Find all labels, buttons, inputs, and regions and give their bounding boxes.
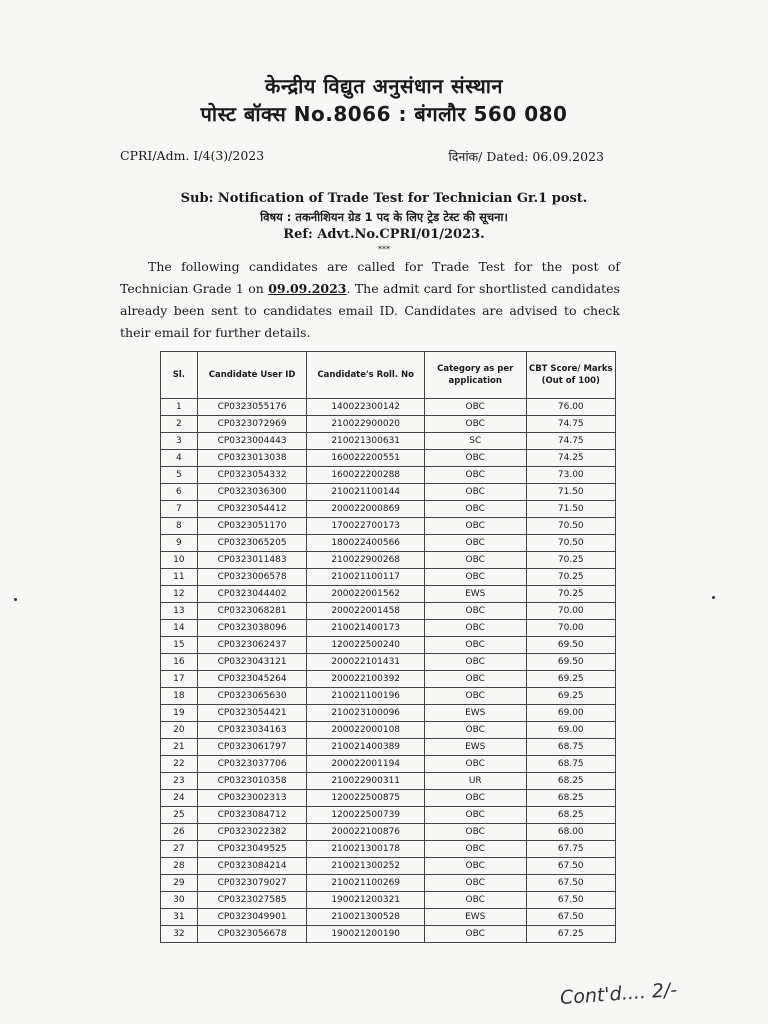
cell-category: OBC — [424, 926, 526, 943]
cell-user-id: CP0323022382 — [197, 824, 307, 841]
cell-sl: 10 — [161, 552, 198, 569]
cell-category: OBC — [424, 637, 526, 654]
continued-note: Cont'd.... 2/- — [559, 978, 678, 1010]
cell-category: OBC — [424, 450, 526, 467]
cell-user-id: CP0323049525 — [197, 841, 307, 858]
cell-user-id: CP0323084214 — [197, 858, 307, 875]
body-text-end: . The admit card for shortlisted candidates already been sent to candidates email ID. Candidates are advised to check their email for further details. — [120, 281, 620, 340]
cell-category: OBC — [424, 824, 526, 841]
table-row — [161, 909, 616, 926]
cell-category: OBC — [424, 467, 526, 484]
cell-category: OBC — [424, 620, 526, 637]
table-row — [161, 569, 616, 586]
cell-roll-no: 210021100196 — [307, 688, 425, 705]
cell-roll-no: 160022200551 — [307, 450, 425, 467]
cell-sl: 16 — [161, 654, 198, 671]
cell-user-id: CP0323054412 — [197, 501, 307, 518]
table-row — [161, 892, 616, 909]
cell-score: 70.00 — [526, 603, 615, 620]
cell-score: 70.25 — [526, 586, 615, 603]
table-row — [161, 620, 616, 637]
notice-body — [120, 256, 620, 344]
cell-score: 70.25 — [526, 569, 615, 586]
cell-user-id: CP0323044402 — [197, 586, 307, 603]
cell-sl: 4 — [161, 450, 198, 467]
header-user-id: Candidate User ID — [197, 352, 307, 399]
cell-category: OBC — [424, 501, 526, 518]
table-row — [161, 450, 616, 467]
institute-name-hindi: केन्द्रीय विद्युत अनुसंधान संस्थान — [264, 74, 504, 98]
cell-roll-no: 180022400566 — [307, 535, 425, 552]
cell-category: UR — [424, 773, 526, 790]
cell-score: 67.50 — [526, 875, 615, 892]
table-row — [161, 654, 616, 671]
cell-score: 74.75 — [526, 416, 615, 433]
cell-category: OBC — [424, 722, 526, 739]
cell-score: 67.50 — [526, 892, 615, 909]
cell-user-id: CP0323010358 — [197, 773, 307, 790]
cell-sl: 13 — [161, 603, 198, 620]
cell-roll-no: 200022101431 — [307, 654, 425, 671]
cell-user-id: CP0323056678 — [197, 926, 307, 943]
cell-user-id: CP0323038096 — [197, 620, 307, 637]
cell-score: 67.25 — [526, 926, 615, 943]
table-row — [161, 688, 616, 705]
cell-sl: 2 — [161, 416, 198, 433]
cell-roll-no: 160022200288 — [307, 467, 425, 484]
cell-score: 67.50 — [526, 909, 615, 926]
cell-category: OBC — [424, 518, 526, 535]
cell-score: 69.00 — [526, 722, 615, 739]
cell-roll-no: 210023100096 — [307, 705, 425, 722]
cell-sl: 20 — [161, 722, 198, 739]
cell-user-id: CP0323061797 — [197, 739, 307, 756]
cell-user-id: CP0323051170 — [197, 518, 307, 535]
cell-sl: 31 — [161, 909, 198, 926]
cell-score: 68.25 — [526, 773, 615, 790]
cell-user-id: CP0323013038 — [197, 450, 307, 467]
cell-sl: 30 — [161, 892, 198, 909]
cell-roll-no: 210021300252 — [307, 858, 425, 875]
header-roll-no: Candidate's Roll. No — [307, 352, 425, 399]
cell-user-id: CP0323027585 — [197, 892, 307, 909]
table-row — [161, 705, 616, 722]
table-row — [161, 671, 616, 688]
cell-sl: 29 — [161, 875, 198, 892]
cell-category: EWS — [424, 705, 526, 722]
cell-score: 76.00 — [526, 399, 615, 416]
cell-roll-no: 200022001458 — [307, 603, 425, 620]
header-sl: Sl. — [161, 352, 198, 399]
cell-sl: 25 — [161, 807, 198, 824]
cell-score: 70.50 — [526, 518, 615, 535]
cell-score: 74.75 — [526, 433, 615, 450]
cell-roll-no: 200022000869 — [307, 501, 425, 518]
cell-user-id: CP0323054332 — [197, 467, 307, 484]
cell-category: OBC — [424, 875, 526, 892]
cell-score: 68.25 — [526, 790, 615, 807]
reference-line — [120, 148, 604, 165]
table-row — [161, 535, 616, 552]
cell-user-id: CP0323054421 — [197, 705, 307, 722]
scan-speck — [712, 596, 715, 599]
cell-category: OBC — [424, 654, 526, 671]
cell-sl: 7 — [161, 501, 198, 518]
cell-sl: 32 — [161, 926, 198, 943]
cell-category: EWS — [424, 586, 526, 603]
cell-category: OBC — [424, 807, 526, 824]
subject-hindi: विषय : तकनीशियन ग्रेड 1 पद के लिए ट्रेड टेस्ट की सूचना। — [260, 210, 508, 224]
separator: *** — [378, 245, 390, 254]
cell-roll-no: 200022000108 — [307, 722, 425, 739]
cell-sl: 3 — [161, 433, 198, 450]
cell-roll-no: 190021200321 — [307, 892, 425, 909]
cell-category: OBC — [424, 756, 526, 773]
header-score: CBT Score/ Marks (Out of 100) — [526, 352, 615, 399]
cell-score: 68.00 — [526, 824, 615, 841]
cell-roll-no: 140022300142 — [307, 399, 425, 416]
advertisement-reference: Ref: Advt.No.CPRI/01/2023. — [283, 227, 485, 242]
trade-test-date: 09.09.2023 — [268, 281, 347, 296]
cell-user-id: CP0323011483 — [197, 552, 307, 569]
cell-user-id: CP0323036300 — [197, 484, 307, 501]
table-row — [161, 756, 616, 773]
table-row — [161, 637, 616, 654]
cell-category: EWS — [424, 739, 526, 756]
cell-score: 69.25 — [526, 671, 615, 688]
cell-sl: 12 — [161, 586, 198, 603]
file-number: CPRI/Adm. I/4(3)/2023 — [120, 148, 265, 163]
cell-roll-no: 210022900020 — [307, 416, 425, 433]
cell-sl: 19 — [161, 705, 198, 722]
table-row — [161, 824, 616, 841]
cell-sl: 26 — [161, 824, 198, 841]
cell-roll-no: 200022001194 — [307, 756, 425, 773]
cell-sl: 24 — [161, 790, 198, 807]
cell-score: 69.50 — [526, 654, 615, 671]
table-row — [161, 875, 616, 892]
cell-sl: 15 — [161, 637, 198, 654]
table-row — [161, 586, 616, 603]
cell-user-id: CP0323065205 — [197, 535, 307, 552]
cell-score: 68.25 — [526, 807, 615, 824]
scan-speck — [14, 598, 17, 601]
cell-roll-no: 210021400173 — [307, 620, 425, 637]
table-row — [161, 399, 616, 416]
table-row — [161, 807, 616, 824]
cell-category: OBC — [424, 892, 526, 909]
cell-user-id: CP0323084712 — [197, 807, 307, 824]
cell-score: 69.00 — [526, 705, 615, 722]
cell-score: 67.75 — [526, 841, 615, 858]
cell-score: 71.50 — [526, 484, 615, 501]
cell-category: OBC — [424, 688, 526, 705]
cell-user-id: CP0323055176 — [197, 399, 307, 416]
cell-user-id: CP0323037706 — [197, 756, 307, 773]
cell-category: OBC — [424, 858, 526, 875]
table-row — [161, 722, 616, 739]
cell-sl: 5 — [161, 467, 198, 484]
cell-roll-no: 210021300528 — [307, 909, 425, 926]
cell-user-id: CP0323043121 — [197, 654, 307, 671]
cell-score: 68.75 — [526, 756, 615, 773]
cell-score: 70.25 — [526, 552, 615, 569]
cell-sl: 18 — [161, 688, 198, 705]
cell-user-id: CP0323004443 — [197, 433, 307, 450]
cell-score: 70.50 — [526, 535, 615, 552]
cell-roll-no: 120022500240 — [307, 637, 425, 654]
cell-roll-no: 120022500875 — [307, 790, 425, 807]
cell-sl: 28 — [161, 858, 198, 875]
table-row — [161, 552, 616, 569]
cell-category: OBC — [424, 790, 526, 807]
cell-user-id: CP0323072969 — [197, 416, 307, 433]
cell-roll-no: 120022500739 — [307, 807, 425, 824]
cell-sl: 22 — [161, 756, 198, 773]
table-row — [161, 433, 616, 450]
cell-category: OBC — [424, 671, 526, 688]
cell-sl: 1 — [161, 399, 198, 416]
table-row — [161, 841, 616, 858]
table-row — [161, 484, 616, 501]
cell-roll-no: 210021300178 — [307, 841, 425, 858]
institute-address: पोस्ट बॉक्स No.8066 : बंगलौर 560 080 — [200, 102, 568, 126]
cell-sl: 14 — [161, 620, 198, 637]
table-row — [161, 501, 616, 518]
cell-score: 67.50 — [526, 858, 615, 875]
cell-roll-no: 210021300631 — [307, 433, 425, 450]
cell-user-id: CP0323065630 — [197, 688, 307, 705]
table-row — [161, 603, 616, 620]
body-text-start: The following candidates are called for Trade Test for the post of Technician Grade 1 on — [120, 259, 620, 296]
cell-roll-no: 170022700173 — [307, 518, 425, 535]
cell-user-id: CP0323049901 — [197, 909, 307, 926]
cell-user-id: CP0323068281 — [197, 603, 307, 620]
cell-roll-no: 210021400389 — [307, 739, 425, 756]
cell-category: OBC — [424, 399, 526, 416]
cell-user-id: CP0323045264 — [197, 671, 307, 688]
cell-user-id: CP0323079027 — [197, 875, 307, 892]
cell-category: OBC — [424, 603, 526, 620]
table-row — [161, 790, 616, 807]
cell-roll-no: 210021100269 — [307, 875, 425, 892]
cell-category: OBC — [424, 416, 526, 433]
cell-roll-no: 210022900311 — [307, 773, 425, 790]
cell-category: OBC — [424, 484, 526, 501]
cell-sl: 17 — [161, 671, 198, 688]
table-row — [161, 518, 616, 535]
table-row — [161, 926, 616, 943]
cell-category: OBC — [424, 841, 526, 858]
cell-score: 68.75 — [526, 739, 615, 756]
cell-user-id: CP0323062437 — [197, 637, 307, 654]
cell-roll-no: 200022100876 — [307, 824, 425, 841]
cell-score: 69.50 — [526, 637, 615, 654]
cell-category: SC — [424, 433, 526, 450]
cell-user-id: CP0323006578 — [197, 569, 307, 586]
notice-date: दिनांक/ Dated: 06.09.2023 — [448, 149, 604, 164]
cell-sl: 21 — [161, 739, 198, 756]
cell-category: OBC — [424, 552, 526, 569]
cell-user-id: CP0323002313 — [197, 790, 307, 807]
cell-sl: 6 — [161, 484, 198, 501]
cell-user-id: CP0323034163 — [197, 722, 307, 739]
cell-score: 73.00 — [526, 467, 615, 484]
cell-sl: 23 — [161, 773, 198, 790]
cell-score: 69.25 — [526, 688, 615, 705]
cell-sl: 9 — [161, 535, 198, 552]
cell-sl: 8 — [161, 518, 198, 535]
table-row — [161, 773, 616, 790]
header-category: Category as per application — [424, 352, 526, 399]
cell-category: EWS — [424, 909, 526, 926]
table-row — [161, 416, 616, 433]
table-row — [161, 858, 616, 875]
table-header-row — [161, 352, 616, 399]
cell-score: 71.50 — [526, 501, 615, 518]
cell-score: 70.00 — [526, 620, 615, 637]
cell-roll-no: 210022900268 — [307, 552, 425, 569]
cell-sl: 27 — [161, 841, 198, 858]
cell-sl: 11 — [161, 569, 198, 586]
table-row — [161, 467, 616, 484]
cell-roll-no: 200022001562 — [307, 586, 425, 603]
cell-roll-no: 200022100392 — [307, 671, 425, 688]
candidates-table — [160, 351, 616, 943]
cell-category: OBC — [424, 535, 526, 552]
subject-english: Sub: Notification of Trade Test for Technician Gr.1 post. — [180, 191, 588, 206]
cell-score: 74.25 — [526, 450, 615, 467]
cell-roll-no: 210021100144 — [307, 484, 425, 501]
cell-roll-no: 190021200190 — [307, 926, 425, 943]
table-row — [161, 739, 616, 756]
cell-roll-no: 210021100117 — [307, 569, 425, 586]
cell-category: OBC — [424, 569, 526, 586]
